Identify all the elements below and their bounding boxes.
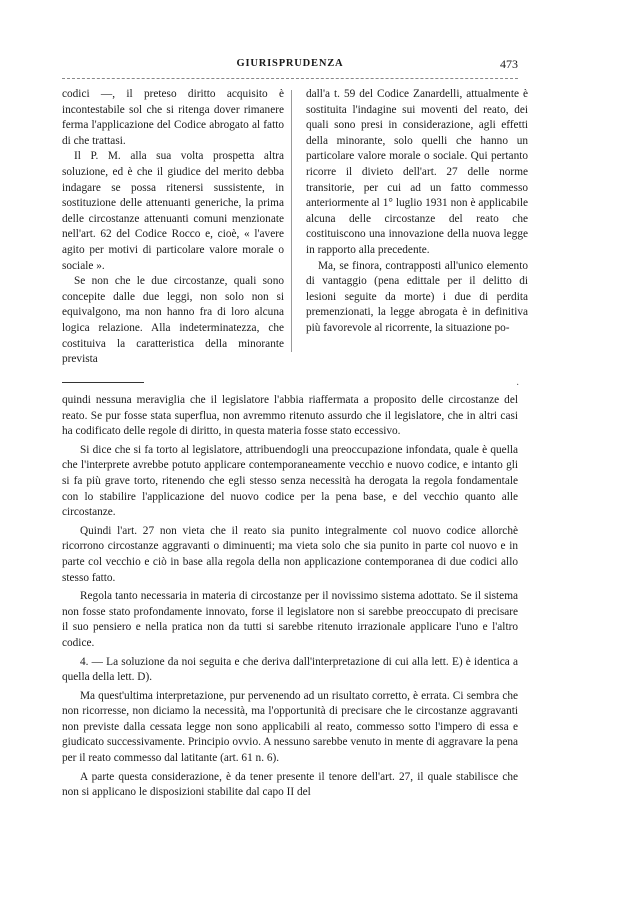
page-number: 473 bbox=[500, 57, 518, 71]
right-paragraph-2: Ma, se finora, contrapposti all'unico elemento di vantaggio (pena edittale per il delitto di lesioni seguite da morte) i due di perdita premenzionati, la legge abrogata è in definitiva più favorevole al ricorrente, la situazione po- bbox=[306, 259, 528, 334]
left-column bbox=[62, 87, 284, 368]
left-paragraph-1: codici —, il preteso diritto acquisito è incontestabile sol che si ritenga dover rimanere ferma l'applicazione del Codice abrogato al fatto di che trattasi. bbox=[62, 88, 284, 147]
footnote-rule bbox=[62, 382, 144, 383]
right-paragraph-1: dall'a t. 59 del Codice Zanardelli, attualmente è sostituita l'indagine sui moventi del reato, dei quali sono presi in considerazione, agli effetti della minorante, solo quelli che hanno un particolare valore morale o sociale. Qui pertanto ricorre il divieto dell'art. 27 delle norme transitorie, per cui ad un fatto commesso anteriormente al 1° luglio 1931 non è applicabile alcuna delle circostanze del reato che costituiscono una innovazione della nuova legge in rapporto alla precedente. bbox=[306, 88, 528, 256]
note-paragraph-2: Si dice che si fa torto al legislatore, attribuendogli una preoccupazione infondata, quale è quella che l'interprete avrebbe potuto applicare contemporaneamente vecchio e nuovo codice, e intanto gli si fa più grave torto, ritenendo che egli stesso senza necessità ha derogata la regola fondamentale con lo stabilire l'applicazione del nuovo codice per la pena base, e del vecchio quanto alle circostanze. bbox=[62, 443, 518, 519]
margin-mark: · bbox=[516, 380, 520, 391]
left-paragraph-3: Se non che le due circostanze, quali sono concepite dalle due leggi, non solo non si equivalgono, ma non hanno fra di loro alcuna logica relazione. Alla indeterminatezza, che costituiva la caratteristica della minorante prevista bbox=[62, 275, 284, 366]
running-head: GIURISPRUDENZA bbox=[236, 58, 344, 69]
right-column bbox=[306, 87, 528, 337]
note-paragraph-6: Ma quest'ultima interpretazione, pur pervenendo ad un risultato corretto, è errata. Ci sembra che non ricorresse, non diciamo la necessità, ma l'opportunità di precisare che le circostanze aggravanti non previste dalla cessata legge non sono applicabili al reato, commesso sotto l'impero di essa e giudicato successivamente. Principio ovvio. A nessuno sarebbe venuto in mente di aggravare la pena per il reato commesso dal latitante (art. 61 n. 6). bbox=[62, 689, 518, 765]
page-header bbox=[62, 58, 518, 76]
note-paragraph-7: A parte questa considerazione, è da tener presente il tenore dell'art. 27, il quale stabilisce che non si applicano le disposizioni stabilite dal capo II del bbox=[62, 770, 518, 799]
column-divider bbox=[291, 90, 292, 352]
left-paragraph-2: Il P. M. alla sua volta prospetta altra soluzione, ed è che il giudice del merito debba indagare se possa ritenersi sussistente, in sostituzione delle attenuanti generiche, la prima delle circostanze attenuanti comuni menzionate nell'art. 62 del Codice Rocco e, cioè, « l'avere agito per motivi di particolare valore morale o sociale ». bbox=[62, 150, 284, 272]
note-paragraph-3: Quindi l'art. 27 non vieta che il reato sia punito integralmente col nuovo codice allorchè ricorrono circostanze aggravanti o diminuenti; ma vieta solo che sia punito in parte col nuovo e in parte col vecchio e ciò in base alla regola della non applicazione contemporanea di due codici allo stesso fatto. bbox=[62, 524, 518, 584]
note-paragraph-4: Regola tanto necessaria in materia di circostanze per il novissimo sistema adottato. Se il sistema non fosse stato profondamente innovato, forse il legislatore non si sarebbe preoccupato di precisare il suo pensiero e nella pratica non da tutti si sarebbe ritenuto irrazionale applicare l'uno e l'altro codice. bbox=[62, 590, 518, 649]
note-paragraph-1: quindi nessuna meraviglia che il legislatore l'abbia riaffermata a proposito delle circostanze del reato. Se pur fosse stata superflua, non avremmo ritenuto assurdo che il legislatore, che in altri casi ha codificato delle regole di diritto, in questa materia fosse stato eccessivo. bbox=[62, 394, 518, 438]
header-rule bbox=[62, 78, 518, 79]
notes-section bbox=[62, 393, 518, 804]
note-paragraph-5: 4. — La soluzione da noi seguita e che deriva dall'interpretazione di cui alla lett. E) è identica a quella della lett. D). bbox=[62, 655, 518, 684]
